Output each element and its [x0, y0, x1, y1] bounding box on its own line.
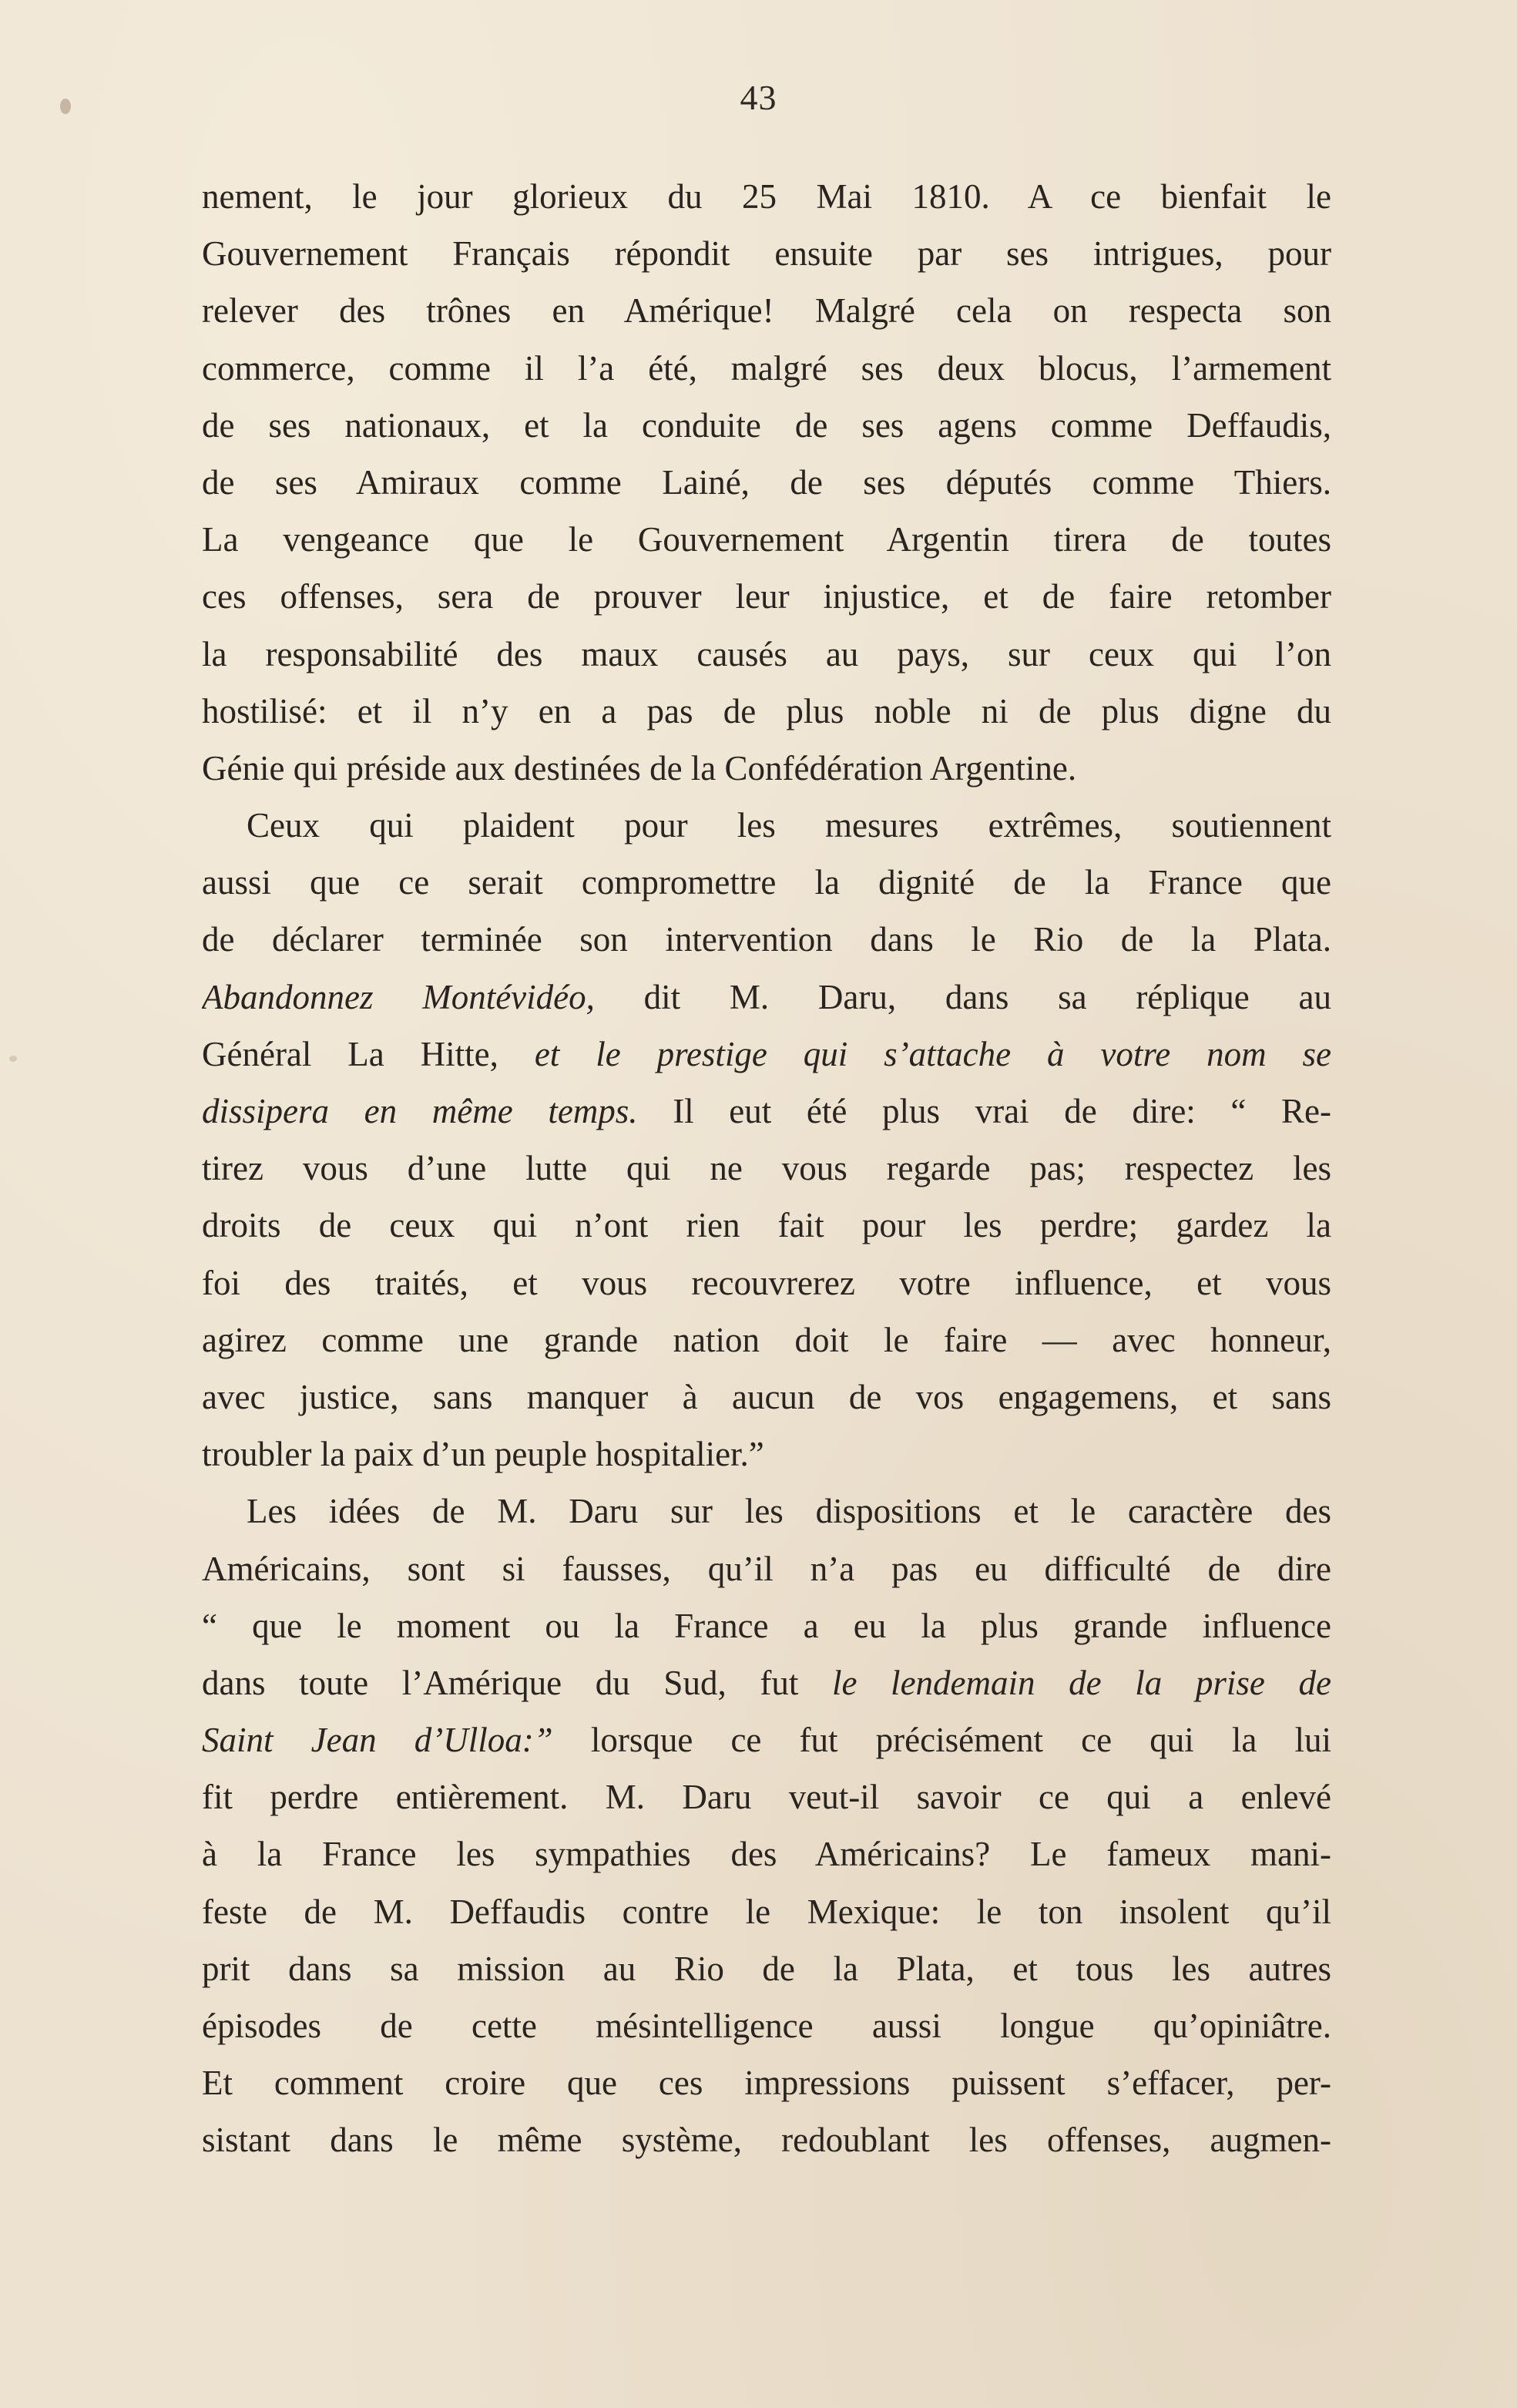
text-span: dans toute l’Amérique du Sud, fut	[202, 1663, 832, 1702]
text-line: aussi que ce serait compromettre la dignité de la France que	[202, 863, 1331, 902]
text-line	[202, 1026, 1331, 1083]
text-line: Gouvernement Français répondit ensuite par ses intrigues, pour	[202, 234, 1331, 274]
text-line: La vengeance que le Gouvernement Argentin tirera de toutes	[202, 520, 1331, 559]
paper-spot	[9, 1056, 17, 1062]
text-line: commerce, comme il l’a été, malgré ses deux blocus, l’armement	[202, 348, 1331, 388]
text-line: hostilisé: et il n’y en a pas de plus noble ni de plus digne du	[202, 691, 1331, 730]
body-text	[202, 168, 1331, 2169]
text-line: nement, le jour glorieux du 25 Mai 1810. A ce bienfait le	[202, 177, 1331, 216]
italic-span: dissipera en même temps.	[202, 1092, 638, 1130]
text-span: Il eut été plus vrai de dire: “ Re-	[637, 1092, 1331, 1130]
text-line: Ceux qui plaident pour les mesures extrêmes, soutiennent	[247, 806, 1331, 845]
text-line: de déclarer terminée son intervention dans le Rio de la Plata.	[202, 920, 1331, 959]
italic-span: Abandonnez Montévidéo,	[202, 977, 595, 1016]
text-span: dit M. Daru, dans sa réplique au	[594, 977, 1331, 1016]
text-line: Américains, sont si fausses, qu’il n’a pas eu difficulté de dire	[202, 1549, 1331, 1588]
text-line: relever des trônes en Amérique! Malgré cela on respecta son	[202, 291, 1331, 331]
text-span: lorsque ce fut précisément ce qui la lui	[552, 1721, 1331, 1760]
text-line: Les idées de M. Daru sur les dispositions et le caractère des	[247, 1492, 1331, 1531]
italic-span: Saint Jean d’Ulloa:”	[202, 1721, 553, 1760]
page-number: 43	[740, 78, 777, 117]
text-line: de ses nationaux, et la conduite de ses agens comme Deffaudis,	[202, 405, 1331, 445]
italic-span: le lendemain de la prise de	[831, 1663, 1331, 1702]
text-line: de ses Amiraux comme Lainé, de ses députés comme Thiers.	[202, 462, 1331, 502]
text-line	[202, 1083, 1331, 1140]
text-line	[202, 969, 1331, 1026]
text-line: agirez comme une grande nation doit le faire — avec honneur,	[202, 1320, 1331, 1359]
text-span: Général La Hitte,	[202, 1034, 535, 1073]
text-line: sistant dans le même système, redoublant les offenses, augmen-	[202, 2121, 1331, 2160]
text-line: ces offenses, sera de prouver leur injustice, et de faire retomber	[202, 577, 1331, 616]
text-line: la responsabilité des maux causés au pays, sur ceux qui l’on	[202, 634, 1331, 673]
text-line: épisodes de cette mésintelligence aussi longue qu’opiniâtre.	[202, 2007, 1331, 2045]
text-line: feste de M. Deffaudis contre le Mexique: le ton insolent qu’il	[202, 1892, 1331, 1931]
text-line: fit perdre entièrement. M. Daru veut-il savoir ce qui a enlevé	[202, 1778, 1331, 1817]
text-line: foi des traités, et vous recouvrerez votre influence, et vous	[202, 1263, 1331, 1302]
text-line: à la France les sympathies des Américains? Le fameux mani-	[202, 1835, 1331, 1874]
text-line: tirez vous d’une lutte qui ne vous regarde pas; respectez les	[202, 1149, 1331, 1188]
text-line: “ que le moment ou la France a eu la plus grande influence	[202, 1606, 1331, 1645]
text-line: droits de ceux qui n’ont rien fait pour les perdre; gardez la	[202, 1206, 1331, 1245]
italic-span: et le prestige qui s’attache à votre nom se	[534, 1034, 1331, 1073]
text-line: Génie qui préside aux destinées de la Confédération Argentine.	[202, 748, 1077, 788]
text-line	[202, 1654, 1331, 1711]
text-line: prit dans sa mission au Rio de la Plata, et tous les autres	[202, 1949, 1331, 1988]
text-line: Et comment croire que ces impressions puissent s’effacer, per-	[202, 2064, 1331, 2103]
text-line: avec justice, sans manquer à aucun de vos engagemens, et sans	[202, 1377, 1331, 1416]
text-line	[202, 1711, 1331, 1768]
paper-spot	[60, 99, 71, 114]
text-line: troubler la paix d’un peuple hospitalier.”	[202, 1435, 764, 1474]
